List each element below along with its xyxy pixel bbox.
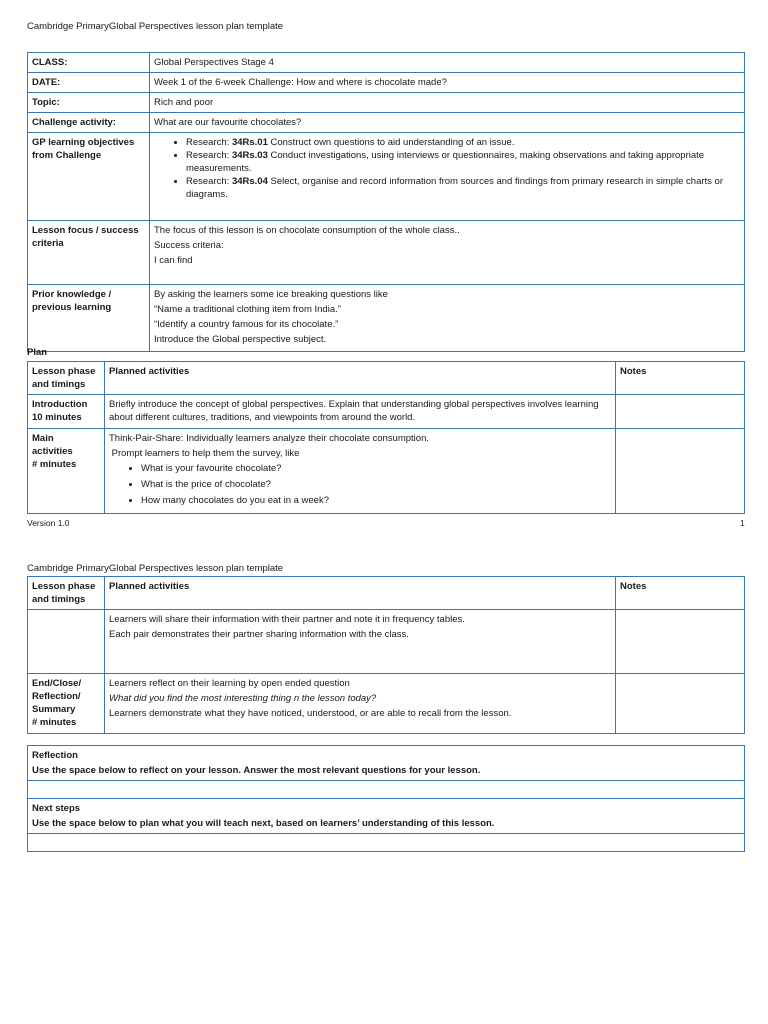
next-steps-title: Next steps	[32, 803, 81, 814]
continued-phase	[28, 610, 105, 674]
reflection-space[interactable]	[28, 781, 745, 799]
continued-activities	[105, 610, 616, 674]
page2-header: Cambridge PrimaryGlobal Perspectives lesson plan template	[27, 563, 284, 574]
challenge-value: What are our favourite chocolates?	[150, 113, 745, 133]
prior-line: By asking the learners some ice breaking questions like	[154, 289, 388, 300]
page-header: Cambridge PrimaryGlobal Perspectives lesson plan template	[27, 21, 284, 32]
prior-line: Introduce the Global perspective subject.	[154, 334, 327, 345]
version-label: Version 1.0	[27, 518, 70, 528]
focus-label: Lesson focus / success criteria	[28, 221, 150, 285]
intro-activities: Briefly introduce the concept of global perspectives. Explain that understanding global perspectives involves learning about different cultures, traditions, and viewpoints from around the world.	[105, 395, 616, 429]
page-number: 1	[740, 518, 745, 528]
focus-line: I can find	[154, 255, 193, 266]
main-notes	[616, 429, 745, 514]
objectives-label: GP learning objectives from Challenge	[28, 133, 150, 221]
col-activities-header: Planned activities	[105, 362, 616, 395]
end-line: Learners demonstrate what they have noticed, understood, or are able to recall from the lesson.	[109, 708, 512, 719]
objective-item: • Research: 34Rs.04 Select, organise and record information from sources and findings from primary research in simple charts or diagrams.	[186, 175, 740, 201]
main-phase: Main activities # minutes	[28, 429, 105, 514]
topic-label: Topic:	[28, 93, 150, 113]
main-line: Prompt learners to help them the survey, like	[109, 448, 300, 459]
class-value: Global Perspectives Stage 4	[150, 53, 745, 73]
plan-table-continued	[27, 576, 745, 734]
main-line: Think-Pair-Share: Individually learners analyze their chocolate consumption.	[109, 433, 429, 444]
end-line: Learners reflect on their learning by open ended question	[109, 678, 350, 689]
reflection-header	[28, 746, 745, 781]
reflection-title: Reflection	[32, 750, 78, 761]
continued-notes	[616, 610, 745, 674]
end-notes	[616, 674, 745, 734]
reflection-instructions: Use the space below to reflect on your lesson. Answer the most relevant questions for your lesson.	[32, 765, 481, 776]
main-activities	[105, 429, 616, 514]
prior-label: Prior knowledge / previous learning	[28, 285, 150, 352]
objective-item: • Research: 34Rs.01 Construct own questions to aid understanding of an issue.	[186, 136, 740, 149]
plan-table	[27, 361, 745, 514]
col-notes-header: Notes	[616, 577, 745, 610]
end-phase: End/Close/ Reflection/ Summary # minutes	[28, 674, 105, 734]
objective-item: • Research: 34Rs.03 Conduct investigations, using interviews or questionnaires, making observations and taking appropriate measurements.	[186, 149, 740, 175]
question-item: • How many chocolates do you eat in a week?	[141, 494, 611, 507]
next-steps-instructions: Use the space below to plan what you will teach next, based on learners’ understanding of this lesson.	[32, 818, 495, 829]
next-steps-header	[28, 799, 745, 834]
objectives-list	[154, 136, 740, 201]
main-questions-list	[109, 462, 611, 507]
prior-cell	[150, 285, 745, 352]
focus-cell	[150, 221, 745, 285]
date-value: Week 1 of the 6-week Challenge: How and where is chocolate made?	[150, 73, 745, 93]
lesson-info-table	[27, 52, 745, 352]
plan-heading: Plan	[27, 347, 48, 358]
next-steps-space[interactable]	[28, 834, 745, 852]
end-activities	[105, 674, 616, 734]
challenge-label: Challenge activity:	[28, 113, 150, 133]
intro-phase: Introduction 10 minutes	[28, 395, 105, 429]
date-label: DATE:	[28, 73, 150, 93]
prior-line: “Identify a country famous for its chocolate.”	[154, 319, 339, 330]
topic-value: Rich and poor	[150, 93, 745, 113]
prior-line: “Name a traditional clothing item from India.”	[154, 304, 341, 315]
class-label: CLASS:	[28, 53, 150, 73]
objectives-cell	[150, 133, 745, 221]
focus-line: Success criteria:	[154, 240, 224, 251]
question-item: • What is the price of chocolate?	[141, 478, 611, 491]
continued-line: Each pair demonstrates their partner sharing information with the class.	[109, 629, 409, 640]
intro-notes	[616, 395, 745, 429]
reflection-table	[27, 745, 745, 852]
question-item: • What is your favourite chocolate?	[141, 462, 611, 475]
col-activities-header: Planned activities	[105, 577, 616, 610]
col-notes-header: Notes	[616, 362, 745, 395]
end-question: What did you find the most interesting thing n the lesson today?	[109, 693, 377, 704]
focus-line: The focus of this lesson is on chocolate consumption of the whole class..	[154, 225, 460, 236]
col-phase-header: Lesson phase and timings	[28, 362, 105, 395]
continued-line: Learners will share their information with their partner and note it in frequency tables.	[109, 614, 465, 625]
col-phase-header: Lesson phase and timings	[28, 577, 105, 610]
